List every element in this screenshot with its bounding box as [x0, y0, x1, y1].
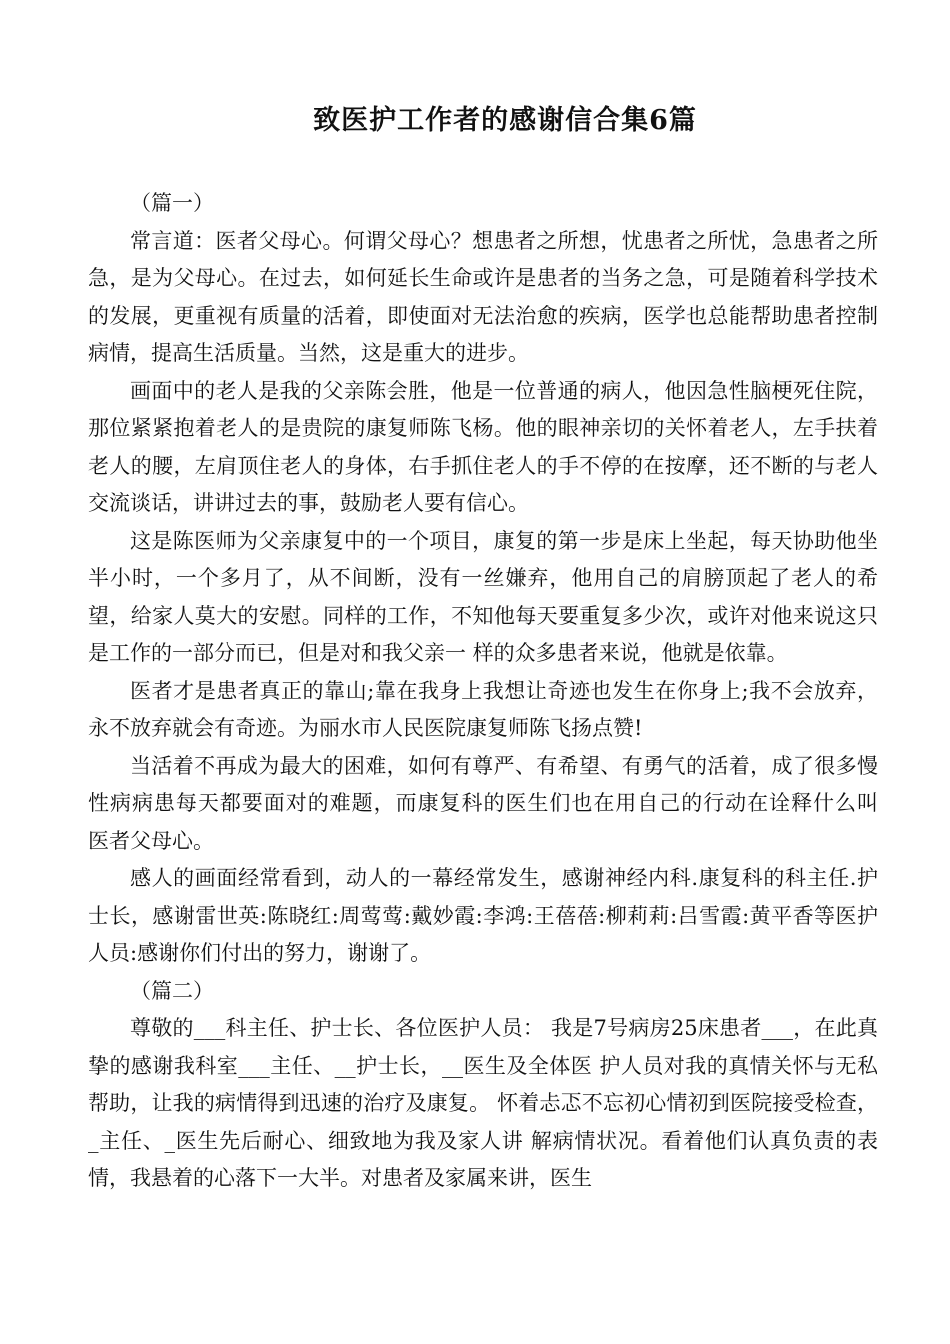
paragraph: 尊敬的___科主任、护士长、各位医护人员： 我是7号病房25床患者___，在此真挚的感谢我科室___主任、__护士长，__医生及全体医 护人员对我的真情关怀与无私帮助，让我的病情得到迅速的治疗及康复。 怀着忐忑不忘初心情初到医院接受检查，_主任、_医生先后耐心、细致地为我及家人讲 解病情状况。看着他们认真负责的表情，我悬着的心落下一大半。对患者及家属来讲，医生 [88, 1016, 878, 1190]
section-label-2: （篇二） [130, 978, 214, 1003]
document-title: 致医护工作者的感谢信合集6篇 [313, 105, 697, 136]
paragraph: 常言道：医者父母心。何谓父母心？想患者之所想，忧患者之所忧，急患者之所急，是为父母心。在过去，如何延长生命或许是患者的当务之急，可是随着科学技术的发展，更重视有质量的活着，即使面对无法治愈的疾病，医学也总能帮助患者控制病情，提高生活质量。当然，这是重大的进步。 [88, 228, 878, 365]
paragraph: 这是陈医师为父亲康复中的一个项目，康复的第一步是床上坐起，每天协助他坐半小时，一个多月了，从不间断，没有一丝嫌弃，他用自己的肩膀顶起了老人的希望，给家人莫大的安慰。同样的工作，不知他每天要重复多少次，或许对他来说这只是工作的一部分而已，但是对和我父亲一 样的众多患者来说，他就是依靠。 [88, 528, 878, 665]
paragraph: 感人的画面经常看到，动人的一幕经常发生，感谢神经内科.康复科的科主任.护士长，感谢雷世英:陈晓红:周莺莺:戴妙霞:李鸿:王蓓蓓:柳莉莉:吕雪霞:黄平香等医护人员:感谢你们付出的努力，谢谢了。 [88, 866, 878, 965]
paragraph: 医者才是患者真正的靠山;靠在我身上我想让奇迹也发生在你身上;我不会放弃，永不放弃就会有奇迹。为丽水市人民医院康复师陈飞扬点赞! [88, 678, 878, 740]
section-label-1: （篇一） [130, 191, 214, 215]
document-body [88, 185, 920, 1198]
paragraph: 当活着不再成为最大的困难，如何有尊严、有希望、有勇气的活着，成了很多慢性病病患每天都要面对的难题，而康复科的医生们也在用自己的行动在诠释什么叫 医者父母心。 [88, 753, 920, 853]
paragraph: 画面中的老人是我的父亲陈会胜，他是一位普通的病人，他因急性脑梗死住院，那位紧紧抱着老人的是贵院的康复师陈飞杨。他的眼神亲切的关怀着老人，左手扶着老人的腰，左肩顶住老人的身体，右手抓住老人的手不停的在按摩，还不断的与老人交流谈话，讲讲过去的事，鼓励老人要有信心。 [88, 378, 878, 515]
